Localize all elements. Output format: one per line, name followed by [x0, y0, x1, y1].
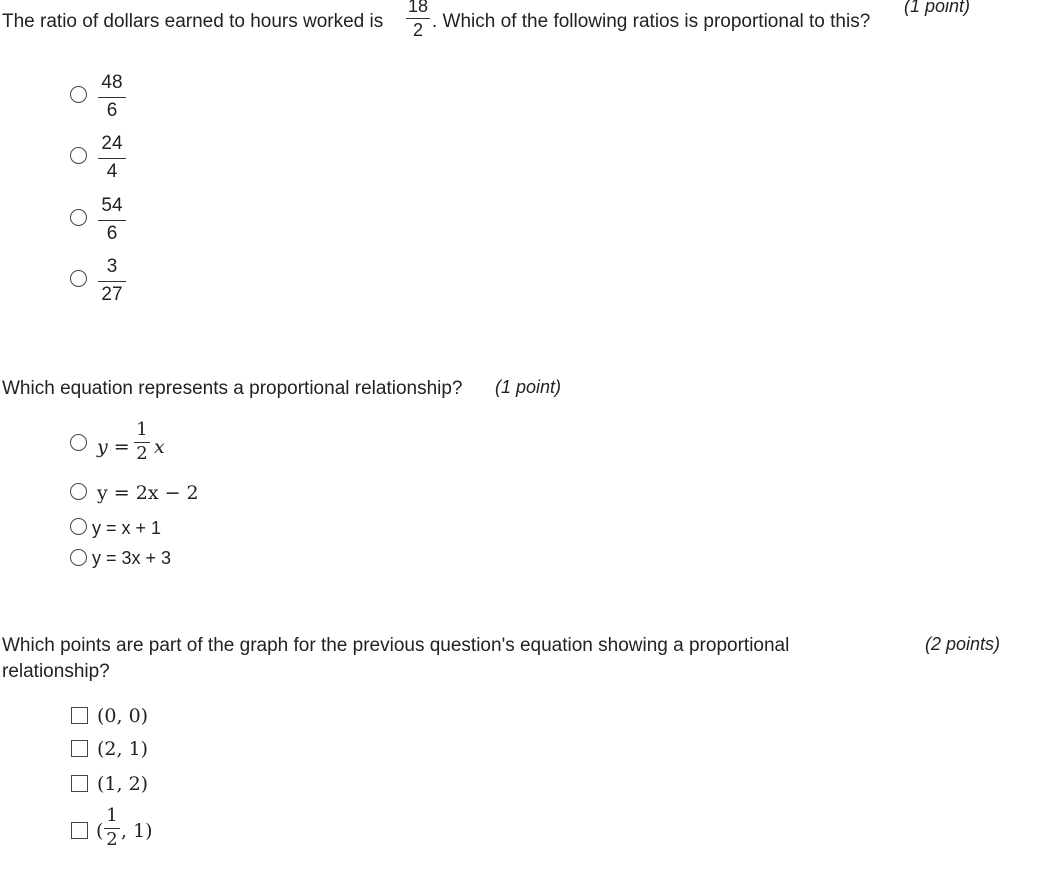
radio-button[interactable] [70, 209, 87, 226]
checkbox[interactable] [71, 707, 88, 724]
radio-button[interactable] [70, 147, 87, 164]
question-2-points: (1 point) [495, 377, 562, 397]
question-3-text-line1: Which points are part of the graph for the previous question's equation showing a proportional [2, 635, 790, 656]
question-1-points: (1 point) [904, 0, 971, 16]
radio-button[interactable] [70, 86, 87, 103]
fraction-denominator: 2 [412, 20, 423, 40]
equation-label: y = 3x + 3 [92, 548, 172, 568]
fraction-numerator: 24 [101, 133, 123, 154]
point-label: (1, 2) [97, 773, 149, 795]
option-fraction [98, 133, 126, 185]
fraction-denominator: 27 [101, 284, 123, 305]
fraction-denominator: 2 [136, 443, 148, 464]
radio-button[interactable] [70, 483, 87, 500]
checkbox[interactable] [71, 822, 88, 839]
question-3-points: (2 points) [925, 634, 1001, 654]
fraction-numerator: 3 [106, 256, 118, 277]
option-fraction [98, 256, 126, 308]
fraction-numerator: 54 [101, 195, 123, 216]
point-label: (0, 0) [97, 705, 149, 727]
question-3-text-line2: relationship? [2, 661, 110, 682]
checkbox[interactable] [71, 775, 88, 792]
option-fraction [98, 72, 126, 124]
radio-button[interactable] [70, 434, 87, 451]
equation-label: y = x + 1 [92, 518, 162, 538]
point-open-paren: ( [96, 820, 104, 842]
fraction-denominator: 6 [106, 100, 118, 121]
equation-label: y = 2x − 2 [97, 482, 199, 504]
fraction-numerator: 1 [106, 805, 118, 826]
option-fraction [98, 195, 126, 247]
equation-fraction [134, 420, 150, 465]
question-1-ratio-fraction [406, 0, 430, 41]
fraction-denominator: 4 [106, 161, 118, 182]
point-close: , 1) [121, 820, 153, 842]
fraction-numerator: 18 [407, 0, 429, 16]
point-fraction [104, 806, 120, 851]
radio-button[interactable] [70, 518, 87, 535]
point-label: (2, 1) [97, 738, 149, 760]
question-2-text: Which equation represents a proportional relationship? [2, 378, 463, 399]
radio-button[interactable] [70, 549, 87, 566]
fraction-denominator: 6 [106, 223, 118, 244]
question-1-text-before: The ratio of dollars earned to hours worked is [2, 11, 384, 32]
checkbox[interactable] [71, 740, 88, 757]
fraction-denominator: 2 [106, 829, 118, 850]
radio-button[interactable] [70, 270, 87, 287]
fraction-numerator: 1 [136, 419, 148, 440]
fraction-numerator: 48 [101, 72, 123, 93]
equation-suffix: x [154, 436, 165, 458]
equation-prefix: y = [97, 436, 130, 458]
question-1-text-after: . Which of the following ratios is proportional to this? [432, 11, 871, 32]
